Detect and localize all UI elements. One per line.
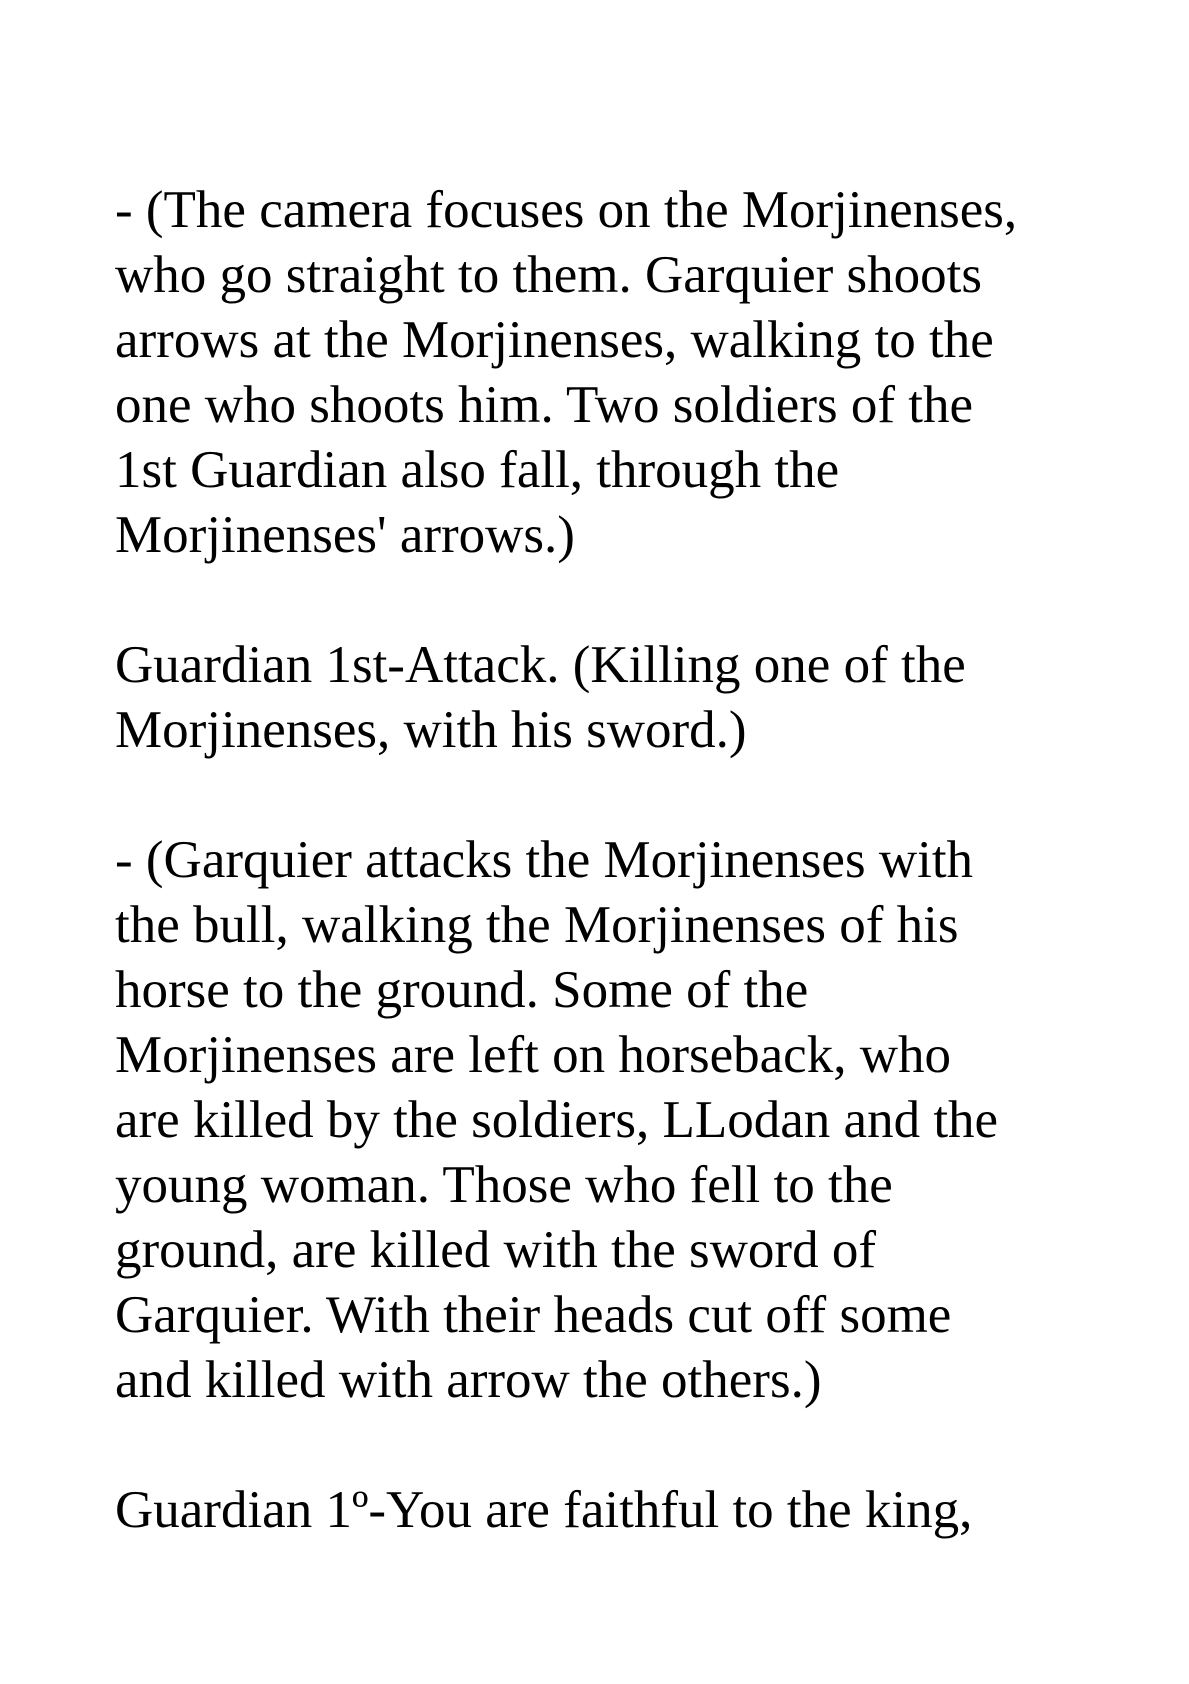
text-line: one who shoots him. Two soldiers of the [115,376,973,434]
text-line: Guardian 1st-Attack. (Killing one of the [115,636,966,694]
text-line: - (Garquier attacks the Morjinenses with [115,831,974,889]
text-line: the bull, walking the Morjinenses of his [115,896,959,954]
paragraph-stage-direction-1 [115,178,1115,568]
text-line: 1st Guardian also fall, through the [115,441,840,499]
paragraph-dialogue-1 [115,633,1115,763]
text-line: Garquier. With their heads cut off some [115,1286,952,1344]
text-line: Morjinenses are left on horseback, who [115,1026,951,1084]
text-line: ground, are killed with the sword of [115,1221,876,1279]
document-page [115,178,1115,1608]
text-line: horse to the ground. Some of the [115,961,809,1019]
paragraph-dialogue-2 [115,1478,1115,1543]
text-line: Morjinenses, with his sword.) [115,701,747,759]
text-line: who go straight to them. Garquier shoots [115,246,983,304]
text-line: are killed by the soldiers, LLodan and the [115,1091,999,1149]
text-line: arrows at the Morjinenses, walking to the [115,311,994,369]
paragraph-stage-direction-2 [115,828,1115,1413]
text-line: Morjinenses' arrows.) [115,506,575,564]
text-line: - (The camera focuses on the Morjinenses, [115,181,1018,239]
text-line: and killed with arrow the others.) [115,1351,822,1409]
text-line: Guardian 1º-You are faithful to the king, [115,1481,973,1539]
text-line: young woman. Those who fell to the [115,1156,893,1214]
